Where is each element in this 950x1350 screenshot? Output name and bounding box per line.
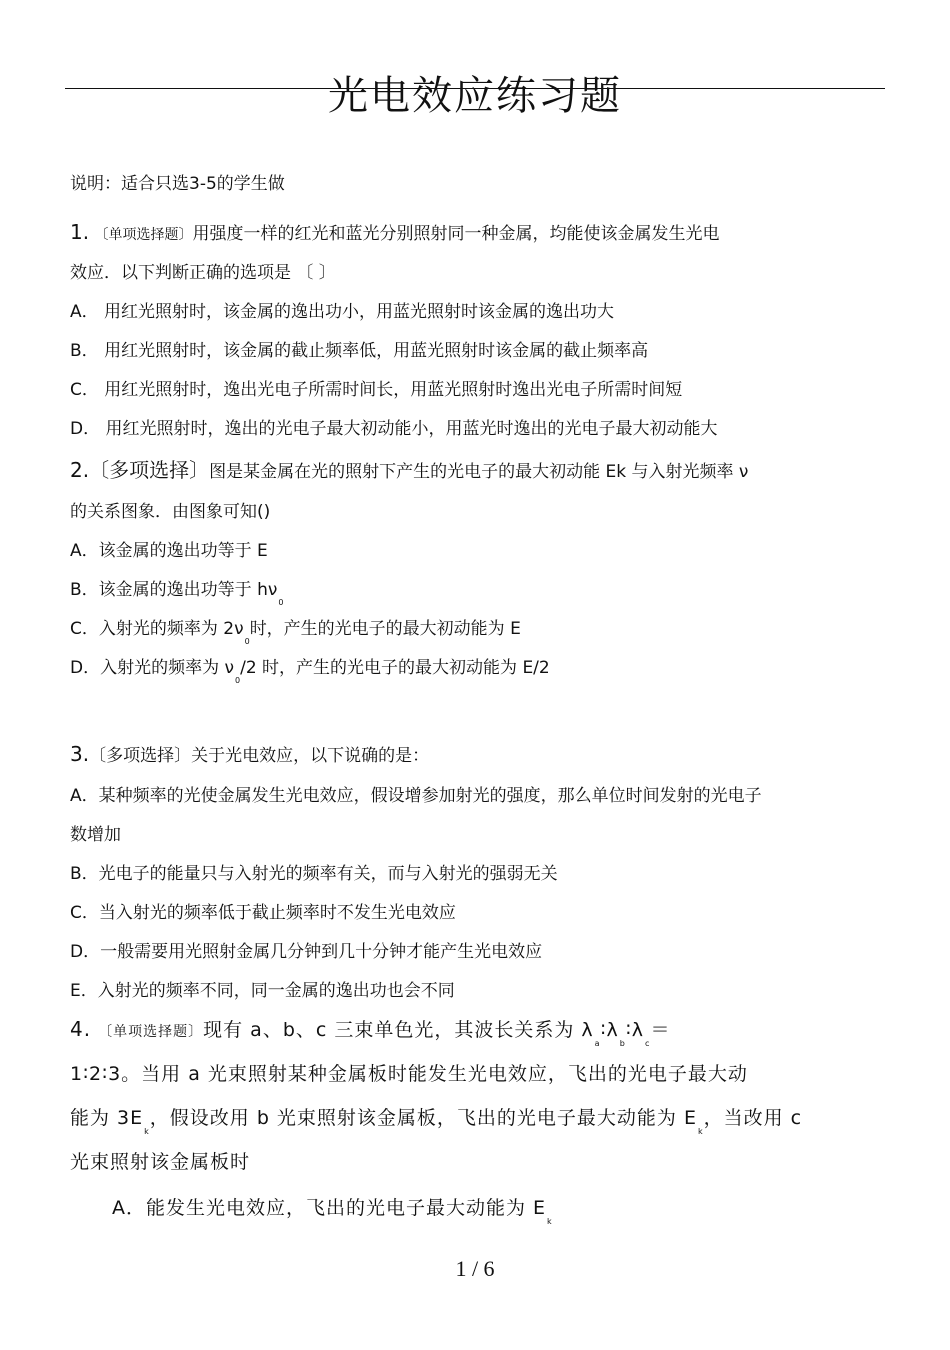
q4-stem-line-3-head: 能为 3E xyxy=(70,1107,144,1129)
q4-subscript-a: a xyxy=(594,1039,601,1048)
q3-option-a-line-1: A．某种频率的光使金属发生光电效应，假设增参加射光的强度，那么单位时间发射的光电子 xyxy=(70,786,762,806)
page-title: 光电效应练习题 xyxy=(328,73,622,119)
q4-stem-line-1 xyxy=(70,1017,670,1056)
q2-stem-line-1 xyxy=(70,458,748,484)
q2-option-a: A．该金属的逸出功等于 E xyxy=(70,541,268,561)
q4-stem-line-3-tail: ，当改用 c xyxy=(703,1107,803,1129)
q3-option-c: C．当入射光的频率低于截止频率时不发生光电效应 xyxy=(70,903,456,923)
q4-option-a xyxy=(112,1196,553,1234)
q2-stem-text: 图是某金属在光的照射下产生的光电子的最大初动能 Ek 与入射光频率 ν xyxy=(209,462,749,482)
q3-stem-text: 〔多项选择〕关于光电效应，以下说确的是： xyxy=(89,746,430,766)
q3-option-e: E．入射光的频率不同，同一金属的逸出功也会不同 xyxy=(70,981,455,1001)
q1-option-b: B． 用红光照射时，该金属的截止频率低，用蓝光照射时该金属的截止频率高 xyxy=(70,341,649,361)
q4-ratio-sep-1: ∶λ xyxy=(600,1019,619,1041)
q2-option-b xyxy=(70,578,283,615)
q4-stem-line-4: 光束照射该金属板时 xyxy=(70,1151,251,1173)
q1-option-c: C． 用红光照射时，逸出光电子所需时间长，用蓝光照射时逸出光电子所需时间短 xyxy=(70,380,683,400)
q2-option-c xyxy=(70,617,521,654)
q4-stem-line-3-mid: ，假设改用 b 光束照射该金属板，飞出的光电子最大动能为 E xyxy=(149,1107,697,1129)
q4-subscript-b: b xyxy=(619,1039,626,1048)
q2-number: 2. xyxy=(70,458,90,482)
q4-stem-text: 现有 a、b、c 三束单色光，其波长关系为 λ xyxy=(203,1019,594,1041)
q2-option-c-text: C．入射光的频率为 2ν xyxy=(70,619,244,639)
q4-subscript-k2: k xyxy=(697,1127,704,1136)
q4-subscript-c: c xyxy=(645,1039,651,1048)
q4-equals: ＝ xyxy=(650,1019,671,1041)
q4-option-a-subscript: k xyxy=(547,1217,553,1226)
q2-option-d-tail: /2 时，产生的光电子的最大初动能为 E/2 xyxy=(240,658,550,678)
q3-option-d: D．一般需要用光照射金属几分钟到几十分钟才能产生光电效应 xyxy=(70,942,543,962)
q1-option-a: A． 用红光照射时，该金属的逸出功小，用蓝光照射时该金属的逸出功大 xyxy=(70,302,615,322)
q4-option-a-text: A．能发生光电效应，飞出的光电子最大动能为 E xyxy=(112,1197,547,1219)
q1-stem-line-1 xyxy=(70,220,720,247)
q2-option-d xyxy=(70,656,550,693)
instructions-note: 说明：适合只选3-5的学生做 xyxy=(70,174,285,194)
q3-option-a-line-2: 数增加 xyxy=(70,825,121,845)
q4-ratio-sep-2: ∶λ xyxy=(625,1019,645,1041)
q2-option-b-subscript: 0 xyxy=(278,598,284,607)
q4-subscript-k1: k xyxy=(144,1127,150,1136)
q1-stem-text: 用强度一样的红光和蓝光分别照射同一种金属，均能使该金属发生光电 xyxy=(192,224,720,244)
q1-number: 1. xyxy=(70,220,90,244)
q2-option-c-subscript: 0 xyxy=(244,637,250,646)
q4-number: 4. xyxy=(70,1017,92,1041)
q2-type-tag: 〔多项选择〕 xyxy=(89,458,210,482)
q2-stem-line-2: 的关系图象．由图象可知() xyxy=(70,502,271,522)
q1-option-d: D． 用红光照射时，逸出的光电子最大初动能小，用蓝光时逸出的光电子最大初动能大 xyxy=(70,419,718,439)
q2-option-d-text: D．入射光的频率为 ν xyxy=(70,658,234,678)
page-number: 1 / 6 xyxy=(455,1256,495,1281)
q4-stem-line-2: 1∶2∶3。当用 a 光束照射某种金属板时能发生光电效应，飞出的光电子最大动 xyxy=(70,1063,748,1085)
q4-type-tag: 〔单项选择题〕 xyxy=(98,1024,204,1040)
q4-stem-line-3 xyxy=(70,1106,802,1144)
q2-option-c-tail: 时，产生的光电子的最大初动能为 E xyxy=(249,619,521,639)
q1-stem-line-2: 效应．以下判断正确的选项是 〔 〕 xyxy=(70,263,336,283)
q3-option-b: B．光电子的能量只与入射光的频率有关，而与入射光的强弱无关 xyxy=(70,864,558,884)
q3-stem xyxy=(70,742,429,768)
q2-option-d-subscript: 0 xyxy=(235,676,241,685)
q2-option-b-text: B．该金属的逸出功等于 hν xyxy=(70,580,278,600)
q3-number: 3. xyxy=(70,742,90,766)
q1-type-tag: 〔单项选择题〕 xyxy=(94,227,193,243)
